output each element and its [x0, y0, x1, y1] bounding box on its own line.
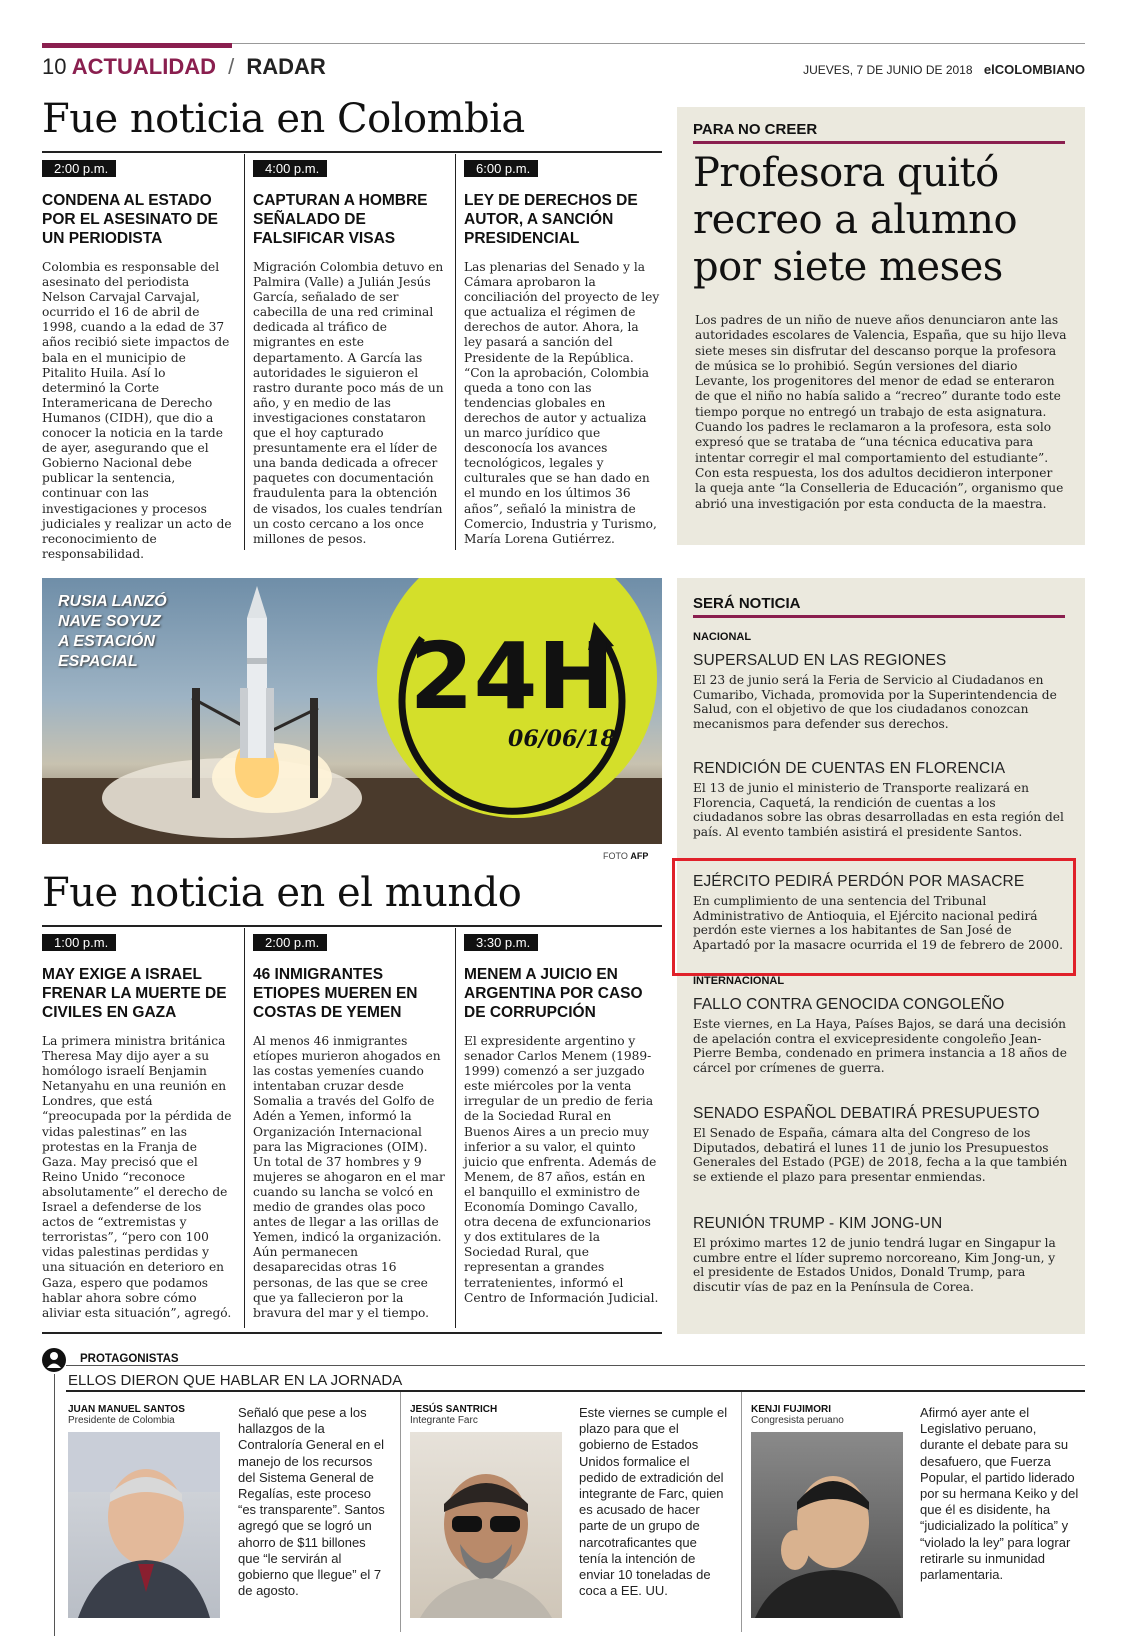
- time-badge: 1:00 p.m.: [42, 934, 116, 951]
- mundo-article-2: [253, 928, 445, 1321]
- article-headline: CAPTURAN A HOMBRE SEÑALADO DE FALSIFICAR VISAS: [253, 192, 428, 247]
- time-badge: 2:00 p.m.: [42, 160, 116, 177]
- photo-credit-prefix: FOTO: [603, 851, 628, 861]
- item-headline: EJÉRCITO PEDIRÁ PERDÓN POR MASACRE: [693, 873, 1025, 890]
- item-body: En cumplimiento de una sentencia del Tribunal Administrativo de Antioquia, el Ejército nacional pedirá perdón este viernes a los habitantes de San José de Apartadó por la masacre ocurrida el 19 de febrero de 2000.: [693, 894, 1063, 952]
- mundo-article-1: [42, 928, 232, 1321]
- photo-caption: [58, 592, 167, 672]
- caption-line: NAVE SOYUZ: [58, 613, 161, 630]
- article-headline: CONDENA AL ESTADO POR EL ASESINATO DE UN PERIODISTA: [42, 192, 218, 247]
- item-body: El 23 de junio será la Feria de Servicio al Ciudadanos en Cumaribo, Vichada, promovida por la Superintendencia de Salud, con el objetivo de que los ciudadanos conozcan mecanismos para defender sus derechos.: [693, 673, 1057, 731]
- article-body: Colombia es responsable del asesinato del periodista Nelson Carvajal Carvajal, ocurrido el 16 de abril de 1998, cuando a la edad de 37 años recibió siete impactos de bala en el municipio de Pitalito Huila. Así lo determinó la Corte Interamericana de Derecho Humanos (CIDH), que dio a conocer la noticia en la tarde de ayer, asegurando que el Gobierno Nacional debe publicar la sentencia, continuar con las investigaciones y procesos judiciales y realizar un acto de reconocimiento de responsabilidad.: [42, 260, 232, 561]
- caption-line: RUSIA LANZÓ: [58, 593, 167, 610]
- protagonist-role: Presidente de Colombia: [68, 1415, 175, 1426]
- item-headline: SUPERSALUD EN LAS REGIONES: [693, 652, 947, 669]
- sera-noticia-item: [693, 996, 1068, 1075]
- article-body: El expresidente argentino y senador Carlos Menem (1989-1999) comenzó a ser juzgado este miércoles por la venta irregular de un predio de feria de la Sociedad Rural en Buenos Aires a un precio muy inferior a su valor, el quinto juicio que enfrenta. Además de Menem, de 87 años, están en el banquillo el exministro de Economía Domingo Cavallo, otra decena de exfuncionarios y dos extitulares de la Sociedad Rural, que representan a grandes terratenientes, informó el Centro de Información Judicial.: [464, 1034, 659, 1305]
- article-headline: LEY DE DERECHOS DE AUTOR, A SANCIÓN PRESIDENCIAL: [464, 192, 638, 247]
- protagonist-role: Congresista peruano: [751, 1415, 844, 1426]
- colombia-title: Fue noticia en Colombia: [42, 96, 525, 142]
- sera-noticia-label: SERÁ NOTICIA: [693, 595, 801, 612]
- item-headline: SENADO ESPAÑOL DEBATIRÁ PRESUPUESTO: [693, 1105, 1040, 1122]
- column-divider: [455, 154, 456, 550]
- article-body: Las plenarias del Senado y la Cámara aprobaron la conciliación del proyecto de ley que actualiza el régimen de derechos de autor. Ahora, la ley pasará a sanción del Presidente de la República. “Con la aprobación, Colombia queda a tono con las tendencias globales en derechos de autor y actualiza un marco jurídico que desconocía los avances tecnológicos, legales y culturales que se han dado en el mundo en los últimos 36 años”, señaló la ministra de Comercio, Industria y Turismo, María Lorena Gutiérrez.: [464, 260, 660, 546]
- column-divider: [244, 928, 245, 1328]
- issue-date: JUEVES, 7 DE JUNIO DE 2018: [803, 63, 973, 77]
- colombia-rule: [42, 151, 662, 153]
- 24h-badge: [362, 578, 662, 844]
- protagonist-name: JESÚS SANTRICH: [410, 1404, 498, 1415]
- mundo-title: Fue noticia en el mundo: [42, 870, 522, 916]
- para-no-creer-label: PARA NO CREER: [693, 121, 818, 138]
- item-headline: RENDICIÓN DE CUENTAS EN FLORENCIA: [693, 760, 1006, 777]
- sera-noticia-item: [693, 760, 1068, 839]
- mundo-rule: [42, 925, 662, 927]
- para-no-creer-rule: [693, 141, 1065, 144]
- para-no-creer-title: Profesora quitó recreo a alumno por siete meses: [693, 150, 1018, 290]
- protagonist-header: [68, 1404, 228, 1426]
- item-headline: REUNIÓN TRUMP - KIM JONG-UN: [693, 1215, 943, 1232]
- photo-credit: [603, 851, 648, 861]
- section-name: ACTUALIDAD: [71, 54, 216, 79]
- protagonist-text: Afirmó ayer ante el Legislativo peruano, durante el debate para su desafuero, que Fuerza Popular, el partido liderado por su hermana Keiko y del que él es disidente, ha “judicializado la política” y “violado la ley” para lograr retirarle su inmunidad parlamentaria.: [920, 1405, 1079, 1583]
- column-divider: [244, 154, 245, 550]
- colombia-article-2: [253, 154, 445, 547]
- article-headline: 46 INMIGRANTES ETIOPES MUEREN EN COSTAS DE YEMEN: [253, 966, 418, 1021]
- header-meta: [803, 62, 1085, 77]
- highlight-box: [672, 858, 1076, 976]
- protagonistas-rule: [66, 1390, 1085, 1392]
- photo-credit-agency: AFP: [630, 851, 649, 861]
- mundo-article-3: [464, 928, 660, 1306]
- protagonist-header: [751, 1404, 911, 1426]
- protagonistas-rule: [66, 1365, 1085, 1366]
- column-divider: [455, 928, 456, 1328]
- time-badge: 3:30 p.m.: [464, 934, 538, 951]
- brand-logo: elCOLOMBIANO: [983, 62, 1085, 77]
- mundo-bottom-rule: [42, 1332, 662, 1334]
- avatar: [410, 1432, 562, 1618]
- article-body: Al menos 46 inmigrantes etíopes murieron ahogados en las costas yemeníes cuando intentaban cruzar desde Somalia a través del Golfo de Adén a Yemen, informó la Organización Internacional para las Migraciones (OIM). Un total de 37 hombres y 9 mujeres se ahogaron en el mar cuando su lancha se volcó en medio de grandes olas poco antes de llegar a las orillas de Yemen, indicó la organización. Aún permanecen desaparecidas otras 16 personas, de las que se cree que ya fallecieron por la bravura del mar y el tiempo.: [253, 1034, 445, 1320]
- sera-noticia-item: [693, 1215, 1068, 1294]
- protagonist-text: Señaló que pese a los hallazgos de la Contraloría General en el manejo de los recursos del Sistema General de Regalías, este proceso “es transparente”. Santos agregó que se logró un ahorro de $11 billones que “le servirán al gobierno que llegue” el 7 de agosto.: [238, 1405, 385, 1599]
- protagonist-name: KENJI FUJIMORI: [751, 1404, 832, 1415]
- 24h-date: 06/06/18: [508, 726, 616, 752]
- section-accent-bar: [42, 43, 232, 48]
- colombia-article-1: [42, 154, 232, 562]
- internacional-label: INTERNACIONAL: [693, 975, 785, 987]
- item-body: El 13 de junio el ministerio de Transporte realizará en Florencia, Caquetá, la rendición de cuentas a los ciudadanos sobre las obras desarrolladas en esta región del país. Al evento también asistirá el presidente Santos.: [693, 781, 1064, 839]
- item-headline: FALLO CONTRA GENOCIDA CONGOLEÑO: [693, 996, 1005, 1013]
- item-body: Este viernes, en La Haya, Países Bajos, se dará una decisión de apelación contra el exvicepresidente congoleño Jean-Pierre Bemba, condenado en primera instancia a 18 años de cárcel por crímenes de guerra.: [693, 1017, 1067, 1075]
- protagonist-role: Integrante Farc: [410, 1415, 478, 1426]
- sera-noticia-rule: [693, 615, 1065, 618]
- column-divider: [400, 1392, 401, 1632]
- avatar: [751, 1432, 903, 1618]
- protagonistas-label: PROTAGONISTAS: [80, 1353, 179, 1365]
- article-headline: MENEM A JUICIO EN ARGENTINA POR CASO DE CORRUPCIÓN: [464, 966, 643, 1021]
- colombia-article-3: [464, 154, 660, 547]
- protagonist-text: Este viernes se cumple el plazo para que el gobierno de Estados Unidos formalice el pedido de extradición del integrante de Farc, quien es acusado de hacer parte de un grupo de narcotraficantes que tenía la intención de enviar 10 toneladas de coca a EE. UU.: [579, 1405, 728, 1599]
- nacional-label: NACIONAL: [693, 631, 752, 643]
- article-body: Migración Colombia detuvo en Palmira (Valle) a Julián Jesús García, señalado de ser cabecilla de una red criminal dedicada al tráfico de migrantes en este departamento. A García las autoridades le siguieron el rastro durante poco más de un año, y en medio de las investigaciones constataron que el hoy capturado presuntamente era el líder de una banda dedicada a ofrecer paquetes con documentación fraudulenta para la obtención de visados, los cuales tendrían un costo cercano a los once millones de pesos.: [253, 260, 444, 546]
- article-headline: MAY EXIGE A ISRAEL FRENAR LA MUERTE DE CIVILES EN GAZA: [42, 966, 227, 1021]
- protagonistas-subtitle: ELLOS DIERON QUE HABLAR EN LA JORNADA: [68, 1372, 403, 1389]
- 24h-text: 24H: [409, 623, 615, 730]
- item-body: El próximo martes 12 de junio tendrá lugar en Singapur la cumbre entre el líder supremo norcoreano, Kim Jong-un, y el presidente de Estados Unidos, Donald Trump, para discutir vías de paz en la Península de Corea.: [693, 1236, 1056, 1294]
- article-body: La primera ministra británica Theresa May dijo ayer a su homólogo israelí Benjamin Netanyahu en una reunión en Londres, que está “preocupada por la pérdida de vidas palestinas” en las protestas en la Franja de Gaza. May precisó que el Reino Unido “reconoce absolutamente” el derecho de Israel a defenderse de los actos de “extremistas y terroristas”, “pero con 100 vidas palestinas perdidas y una situación en deterioro en Gaza, espero que podamos hablar ahora sobre cómo aliviar esta situación”, agregó.: [42, 1034, 232, 1320]
- caption-line: A ESTACIÓN: [58, 633, 155, 650]
- caption-line: ESPACIAL: [58, 653, 138, 670]
- time-badge: 6:00 p.m.: [464, 160, 538, 177]
- item-body: El Senado de España, cámara alta del Congreso de los Diputados, debatirá el lunes 11 de junio los Presupuestos Generales del Estado (PGE) de 2018, fecha a la que también se extiende el plazo para presentar enmiendas.: [693, 1126, 1068, 1184]
- protagonistas-side-rule: [54, 1374, 55, 1636]
- protagonist-header: [410, 1404, 570, 1426]
- sera-noticia-item: [693, 652, 1068, 731]
- section-header: [42, 54, 326, 80]
- time-badge: 4:00 p.m.: [253, 160, 327, 177]
- para-no-creer-body: Los padres de un niño de nueve años denunciaron ante las autoridades escolares de Valencia, España, que su hijo lleva siete meses sin disfrutar del descanso porque la profesora de música se lo prohibió. Según versiones del diario Levante, los progenitores del menor de edad se enteraron de que el niño no había salido a “recreo” durante todo este tiempo porque no entregó un trabajo de esta asignatura. Cuando los padres le reclamaron a la profesora, esta solo expresó que se trataba de “una técnica educativa para intentar corregir el mal comportamiento del estudiante”. Con esta respuesta, los dos adultos decidieron interponer la queja ante “la Conselleria de Educación”, organismo que abrió una investigación por esta conducta de la maestra.: [695, 313, 1067, 511]
- time-badge: 2:00 p.m.: [253, 934, 327, 951]
- subsection-name: RADAR: [246, 54, 326, 79]
- column-divider: [741, 1392, 742, 1632]
- person-icon: [42, 1348, 66, 1372]
- protagonist-name: JUAN MANUEL SANTOS: [68, 1404, 185, 1415]
- avatar: [68, 1432, 220, 1618]
- sera-noticia-item: [693, 1105, 1068, 1184]
- section-separator: /: [228, 54, 235, 79]
- page-number: 10: [42, 54, 67, 79]
